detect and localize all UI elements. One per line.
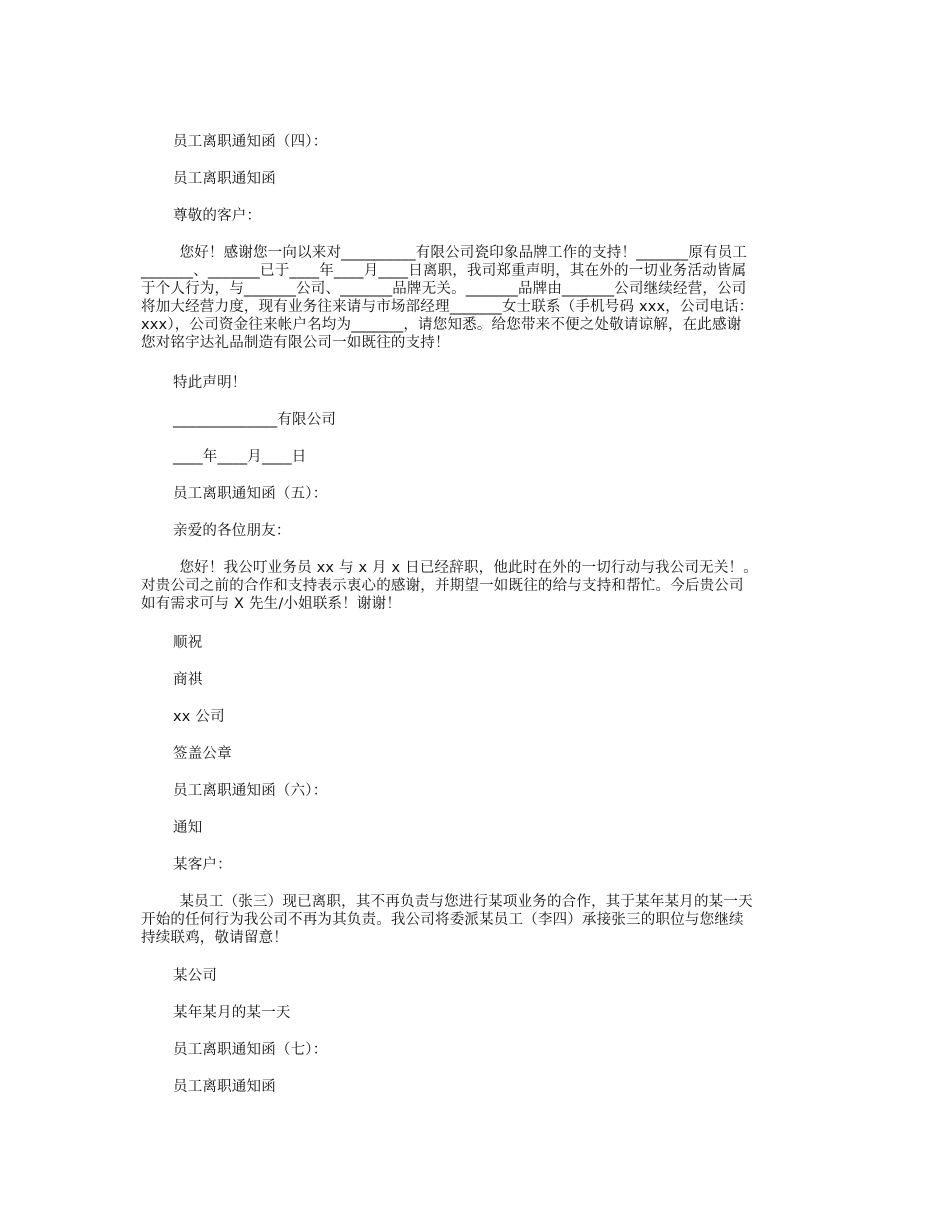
section-4-date: ____年____月____日 — [173, 449, 307, 465]
section-7-heading: 员工离职通知函（七）： — [173, 1042, 328, 1058]
paragraph-line: 开始的任何行为我公司不再为其负责。我公司将委派某员工（李四）承接张三的职位与您继续 — [141, 912, 744, 928]
section-5-heading: 员工离职通知函（五）： — [173, 486, 328, 502]
section-5-body — [141, 559, 811, 613]
paragraph-line: 于个人行为，与_______公司、_______品牌无关。_______品牌由_______公司继续经营，公司 — [141, 281, 747, 297]
section-5-salutation: 亲爱的各位朋友： — [173, 523, 291, 539]
paragraph-line: 您对铭宇达礼品制造有限公司一如既往的支持！ — [141, 335, 450, 351]
paragraph-line: 您好！我公叮业务员 xx 与 x 月 x 日已经辞职，他此时在外的一切行动与我公司无关！。 — [141, 560, 758, 576]
section-6-date: 某年某月的某一天 — [173, 1005, 291, 1021]
paragraph-line: 您好！感谢您一向以来对__________有限公司瓷印象品牌工作的支持！_______原有员工 — [141, 245, 748, 261]
paragraph-line: 持续联鸡，敬请留意！ — [141, 930, 288, 946]
section-4-body — [141, 244, 811, 352]
section-5-closing-2: 商祺 — [173, 672, 203, 688]
section-5-seal: 签盖公章 — [173, 746, 232, 762]
section-6-title: 通知 — [173, 820, 203, 836]
section-4-title: 员工离职通知函 — [173, 171, 276, 187]
paragraph-line: 对贵公司之前的合作和支持表示衷心的感谢，并期望一如既往的给与支持和帮忙。今后贵公司 — [141, 578, 744, 594]
paragraph-line: 如有需求可与 X 先生/小姐联系！谢谢！ — [141, 596, 402, 612]
section-4-salutation: 尊敬的客户： — [173, 208, 262, 224]
section-6-body — [141, 893, 811, 947]
section-4-company: ______________有限公司 — [173, 412, 337, 428]
paragraph-line: 某员工（张三）现已离职，其不再负责与您进行某项业务的合作，其于某年某月的某一天 — [141, 894, 753, 910]
paragraph-line: _______、_______已于____年____月____日离职，我司郑重声明，其在外的一切业务活动皆属 — [141, 263, 747, 279]
paragraph-line: 将加大经营力度，现有业务往来请与市场部经理_______女士联系（手机号码 xxx，公司电话： — [141, 299, 754, 315]
section-6-company: 某公司 — [173, 968, 218, 984]
section-4-heading: 员工离职通知函（四）： — [173, 134, 328, 150]
section-4-declaration: 特此声明！ — [173, 375, 247, 391]
section-5-closing-1: 顺祝 — [173, 635, 203, 651]
section-5-company: xx 公司 — [173, 709, 225, 725]
section-7-title: 员工离职通知函 — [173, 1079, 276, 1095]
section-6-salutation: 某客户： — [173, 857, 232, 873]
section-6-heading: 员工离职通知函（六）： — [173, 783, 328, 799]
paragraph-line: xxx），公司资金往来帐户名均为_______，请您知悉。给您带来不便之处敬请谅解，在此感谢 — [141, 317, 742, 333]
